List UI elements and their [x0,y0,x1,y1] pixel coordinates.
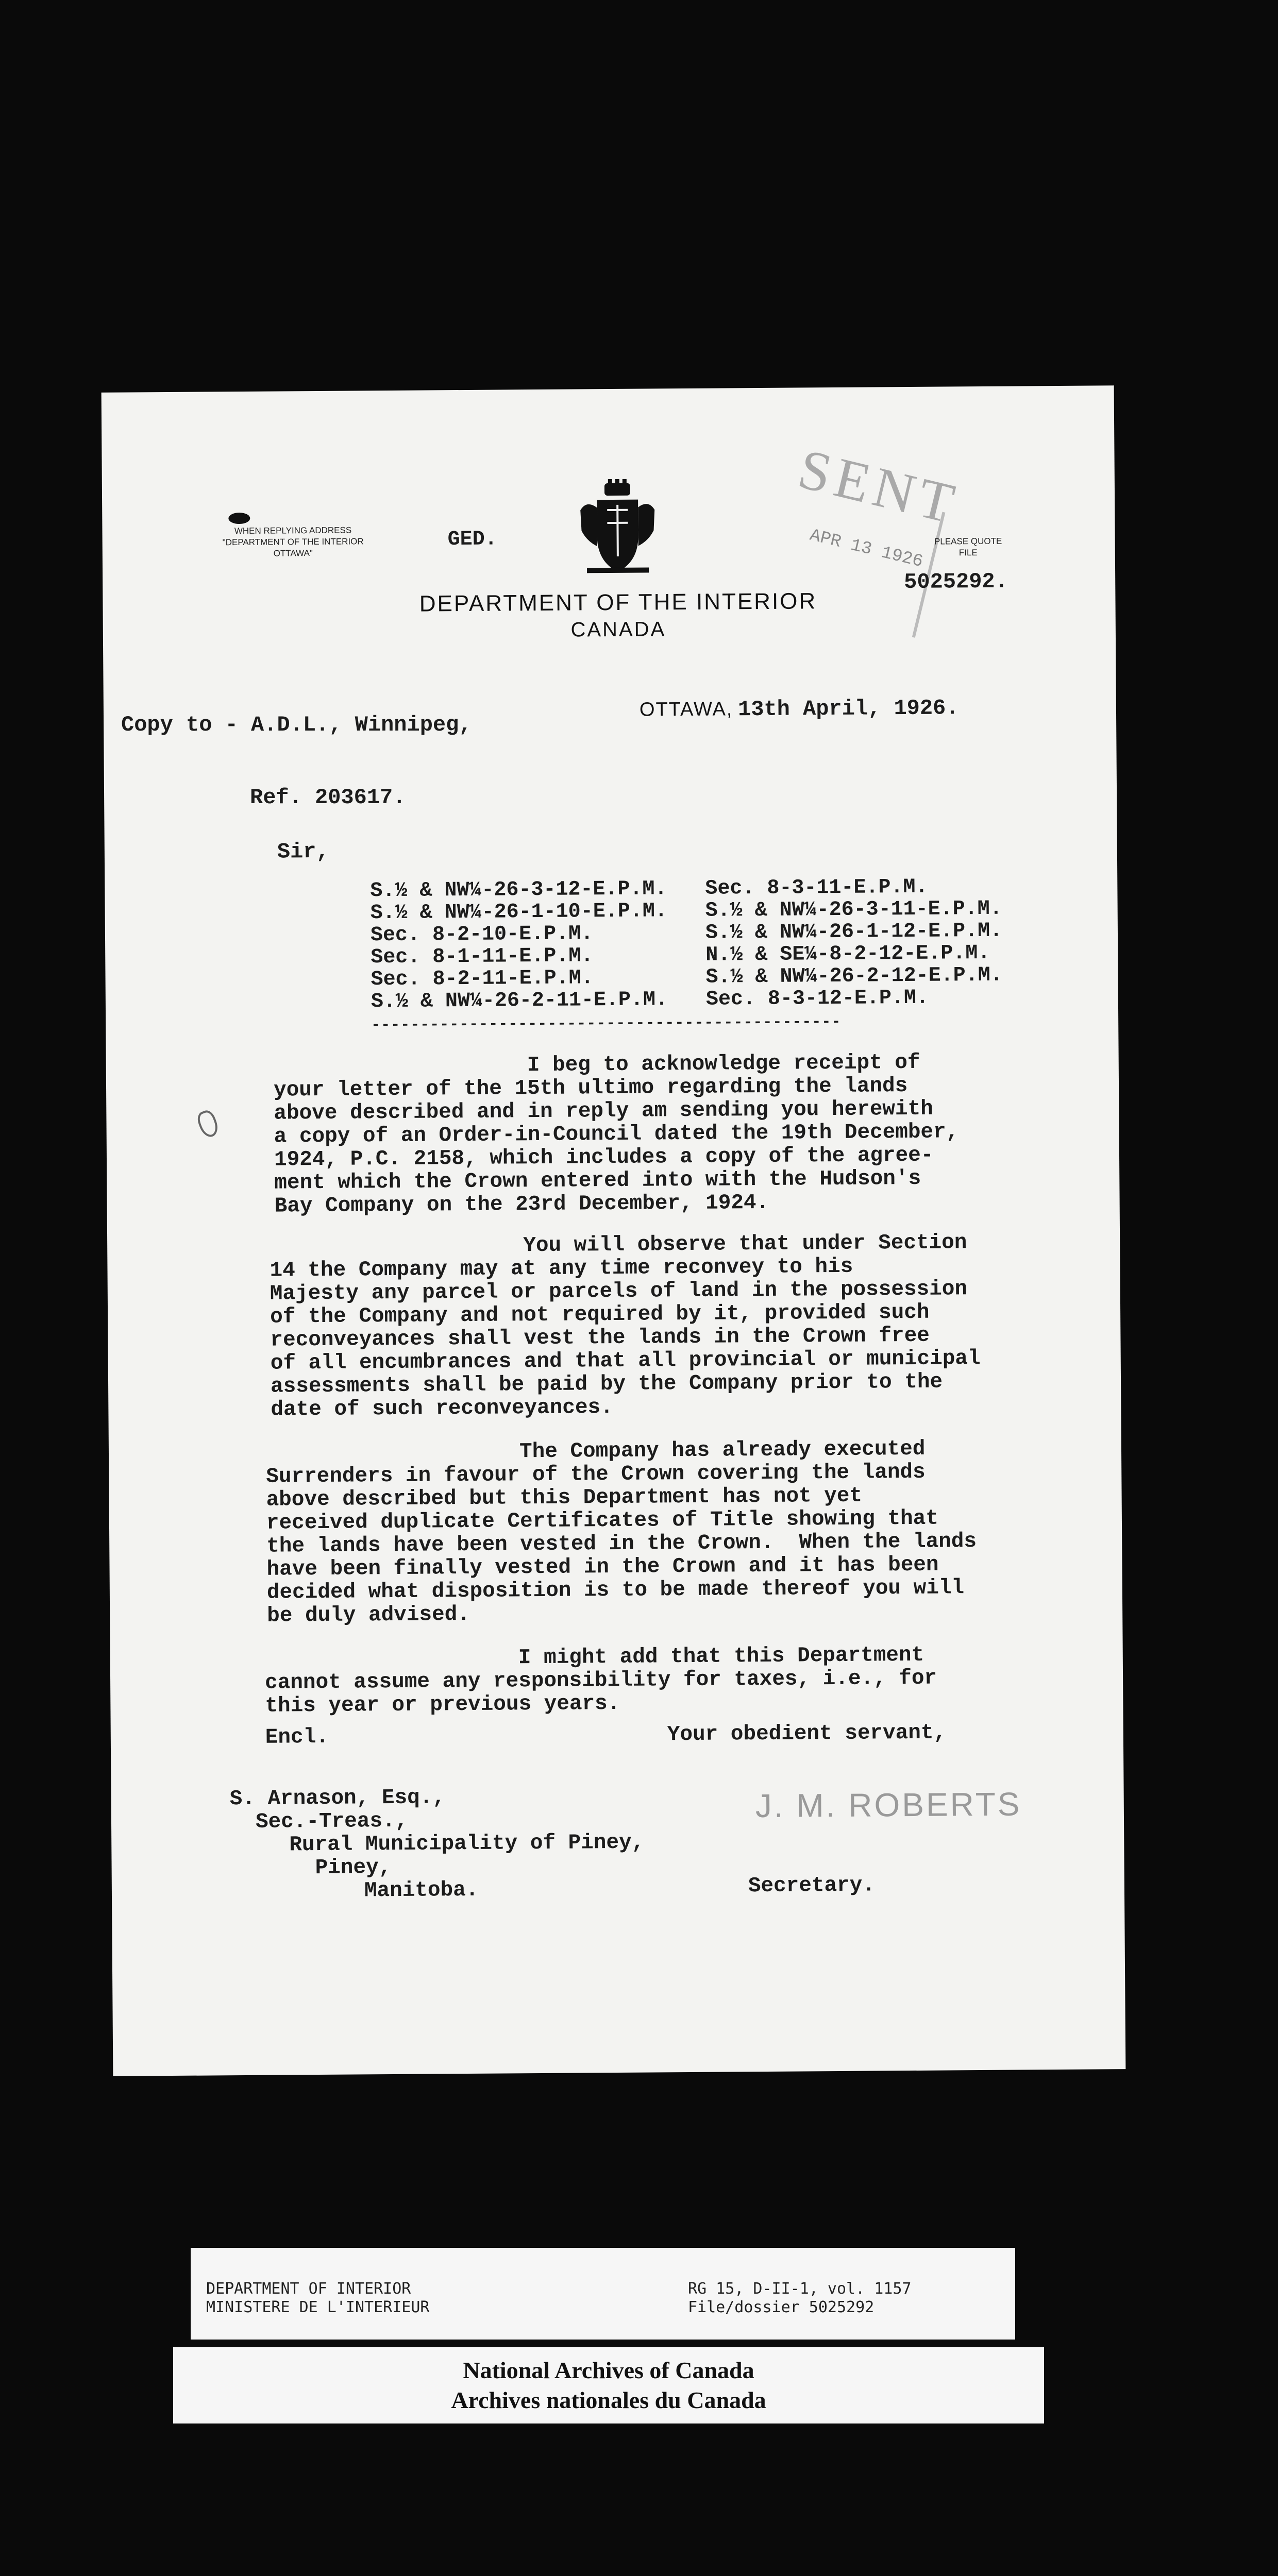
land-right-3: S.½ & NW¼-26-1-12-E.P.M. [705,919,1003,945]
country-heading: CANADA [570,618,666,641]
please-quote-note [917,535,1020,558]
land-left-6: S.½ & NW¼-26-2-11-E.P.M. [371,988,668,1014]
land-left-2: S.½ & NW¼-26-1-10-E.P.M. [370,900,667,925]
land-left-1: S.½ & NW¼-26-3-12-E.P.M. [370,877,667,903]
copy-to-block [121,665,472,834]
label-dept-fr: MINISTERE DE L'INTERIEUR [206,2298,430,2316]
paragraph-3: The Company has already executed Surrenders in favour of the Crown covering the lands above described but this Department has not yet received duplicate Certificates of Title showing that the lands have been vested in the Crown. When the lands have been finally vested in the Crown and it has been decided what disposition is to be made thereof you will be duly advised. [265,1437,977,1628]
land-right-4: N.½ & SE¼-8-2-12-E.P.M. [705,941,990,967]
archive-reference-label [191,2248,1015,2340]
land-left-5: Sec. 8-2-11-E.P.M. [371,967,594,992]
reply-line-1: WHEN REPLYING ADDRESS [234,525,352,536]
land-left-4: Sec. 8-1-11-E.P.M. [371,944,594,970]
land-right-6: Sec. 8-3-12-E.P.M. [705,986,929,1011]
label-file-ref: File/dossier 5025292 [688,2298,875,2316]
copy-to-line: Copy to - A.D.L., Winnipeg, [121,713,472,737]
department-heading: DEPARTMENT OF THE INTERIOR [419,588,817,617]
reply-line-3: OTTAWA" [273,548,313,558]
date-text: 13th April, 1926. [737,696,959,722]
quote-line-1: PLEASE QUOTE [934,536,1002,547]
margin-pencil-mark [195,1108,221,1140]
place-text: OTTAWA, [639,698,733,721]
land-list-right [705,876,1003,1011]
archives-name-fr: Archives nationales du Canada [451,2387,766,2413]
land-left-3: Sec. 8-2-10-E.P.M. [370,922,594,947]
archives-name-label [173,2347,1044,2424]
archives-name-en: National Archives of Canada [463,2357,754,2383]
paragraph-4: I might add that this Department cannot assume any responsibility for taxes, i.e., for this year or previous years. [264,1643,937,1718]
copy-ref-line: Ref. 203617. [250,785,406,810]
reply-line-2: "DEPARTMENT OF THE INTERIOR [222,536,364,548]
land-right-1: Sec. 8-3-11-E.P.M. [705,875,928,901]
land-right-2: S.½ & NW¼-26-3-11-E.P.M. [705,897,1002,923]
paragraph-2: You will observe that under Section 14 the Company may at any time reconvey to his Majesty any parcel or parcels of land in the possession of the Company and not required by it, provided such reconveyances shall vest the lands in the Crown free of all encumbrances and that all provincial or municipal assessments shall be paid by the Company prior to the date of such reconveyances. [270,1231,981,1422]
addressee-title: Sec.-Treas., [255,1809,408,1834]
sent-stamp-text: SENT [793,437,965,536]
salutation: Sir, [277,839,329,865]
reply-address-note [190,524,396,560]
ged-code: GED. [447,528,497,552]
land-list-left [370,878,668,1013]
coat-of-arms-emblem [576,479,659,577]
paragraph-1: I beg to acknowledge receipt of your letter of the 15th ultimo regarding the lands above described and in reply am sending you herewith a copy of an Order-in-Council dated the 19th December, 1924, P.C. 2158, which includes a copy of the agree- ment which the Crown entered into with the Hudson's Bay Company on the 23rd December, 1924. [273,1050,959,1218]
ink-mark [228,513,250,524]
sent-stamp-date: APR 13 1926 [808,526,925,572]
addressee-name: S. Arnason, Esq., [229,1786,446,1811]
addressee-block [230,1785,645,1904]
land-right-5: S.½ & NW¼-26-2-12-E.P.M. [705,963,1003,989]
addressee-province: Manitoba. [364,1878,479,1903]
label-dept-en: DEPARTMENT OF INTERIOR [206,2280,411,2298]
signature-stamp: J. M. ROBERTS [755,1785,1022,1825]
label-rg-ref: RG 15, D-II-1, vol. 1157 [688,2280,912,2298]
closing: Your obedient servant, [667,1721,947,1747]
file-number: 5025292. [904,569,1008,595]
letter-page [102,385,1126,2076]
addressee-municipality: Rural Municipality of Piney, [289,1831,645,1857]
land-list-rule: ------------------------------------------------ [371,1013,842,1035]
enclosure-note: Encl. [265,1725,329,1750]
signature-title: Secretary. [748,1873,876,1899]
quote-line-2: FILE [959,548,978,558]
place-date-line [640,696,959,722]
addressee-town: Piney, [315,1856,392,1880]
